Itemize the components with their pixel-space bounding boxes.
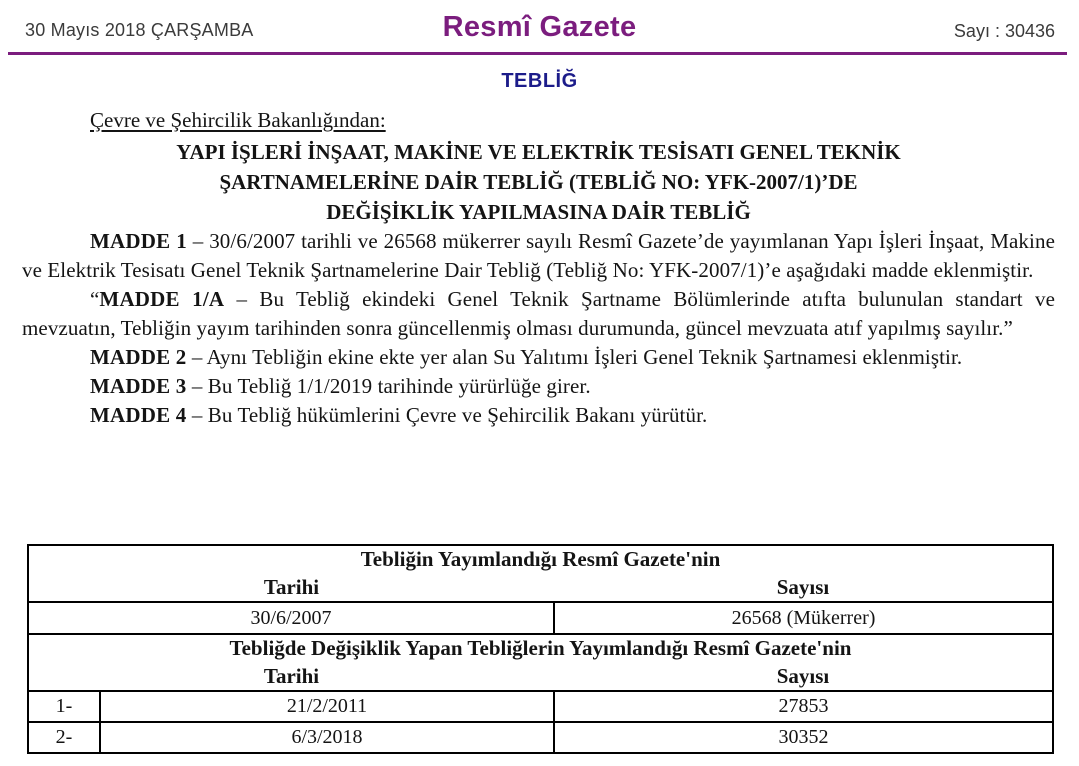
amendment-index-cell: 2- [28, 722, 100, 753]
madde-label: MADDE 3 [90, 374, 187, 398]
paragraph-text: – Bu Tebliğ 1/1/2019 tarihinde yürürlüğe girer. [186, 374, 591, 398]
quote-mark: “ [90, 287, 100, 311]
article-paragraph [22, 227, 1055, 285]
article-title-line: YAPI İŞLERİ İNŞAAT, MAKİNE VE ELEKTRİK TESİSATI GENEL TEKNİK [176, 140, 901, 164]
column-header-number: Sayısı [554, 662, 1053, 691]
article-paragraph [22, 372, 1055, 401]
column-header-number: Sayısı [554, 573, 1053, 602]
table-section-title-row [28, 634, 1053, 662]
article-title-line: ŞARTNAMELERİNE DAİR TEBLİĞ (TEBLİĞ NO: YFK-2007/1)’DE [219, 170, 858, 194]
published-number-cell: 26568 (Mükerrer) [554, 602, 1053, 634]
amendment-date-cell: 6/3/2018 [100, 722, 554, 753]
amendment-date-cell: 21/2/2011 [100, 691, 554, 722]
issue-number: Sayı : 30436 [953, 21, 1055, 41]
madde-label: MADDE 4 [90, 403, 187, 427]
paragraph-text: – Aynı Tebliğin ekine ekte yer alan Su Yalıtımı İşleri Genel Teknik Şartnamesi eklenmiştir. [186, 345, 963, 369]
table-header-row [28, 573, 1053, 602]
column-header-date: Tarihi [28, 662, 554, 691]
table-row [28, 722, 1053, 753]
article-paragraph [22, 401, 1055, 430]
madde-label: MADDE 1/A [99, 287, 225, 311]
published-date-cell: 30/6/2007 [28, 602, 554, 634]
ministry-line: Çevre ve Şehircilik Bakanlığından: [90, 108, 386, 132]
amendment-number-cell: 27853 [554, 691, 1053, 722]
madde-label: MADDE 2 [90, 345, 187, 369]
gazette-title: Resmî Gazete [442, 11, 637, 43]
table-header-row [28, 662, 1053, 691]
amendment-index-cell: 1- [28, 691, 100, 722]
gazette-table [27, 544, 1054, 754]
paragraph-text: – 30/6/2007 tarihli ve 26568 mükerrer sayılı Resmî Gazete’de yayımlanan Yapı İşleri İnşaat, Makine ve Elektrik Tesisatı Genel Teknik Şartnamelerine Dair Tebliğ (Tebliğ No: YFK-2007/1)’e aşağıdaki madde eklenmiştir. [22, 229, 1055, 282]
article-title-line: DEĞİŞİKLİK YAPILMASINA DAİR TEBLİĞ [326, 200, 751, 224]
madde-label: MADDE 1 [90, 229, 187, 253]
issue-date: 30 Mayıs 2018 ÇARŞAMBA [25, 20, 254, 40]
column-header-date: Tarihi [28, 573, 554, 602]
masthead [0, 0, 1079, 52]
article-body [22, 106, 1055, 430]
table-row [28, 602, 1053, 634]
paragraph-text: – Bu Tebliğ ekindeki Genel Teknik Şartname Bölümlerinde atıfta bulunulan standart ve mevzuatın, Tebliğin yayım tarihinden sonra güncellenmiş olması durumunda, güncel mevzuata atıf yapılmış sayılır.” [22, 287, 1055, 340]
article-title [22, 137, 1055, 227]
table-row [28, 691, 1053, 722]
gazette-table-container [27, 544, 1054, 754]
masthead-rule [8, 52, 1067, 55]
amendment-number-cell: 30352 [554, 722, 1053, 753]
table-section-title-row [28, 545, 1053, 573]
table-section-title: Tebliğde Değişiklik Yapan Tebliğlerin Yayımlandığı Resmî Gazete'nin [28, 634, 1053, 662]
paragraph-text: – Bu Tebliğ hükümlerini Çevre ve Şehircilik Bakanı yürütür. [186, 403, 708, 427]
article-paragraph [22, 343, 1055, 372]
section-heading: TEBLİĞ [501, 70, 578, 92]
table-section-title: Tebliğin Yayımlandığı Resmî Gazete'nin [28, 545, 1053, 573]
article-paragraph [22, 285, 1055, 343]
